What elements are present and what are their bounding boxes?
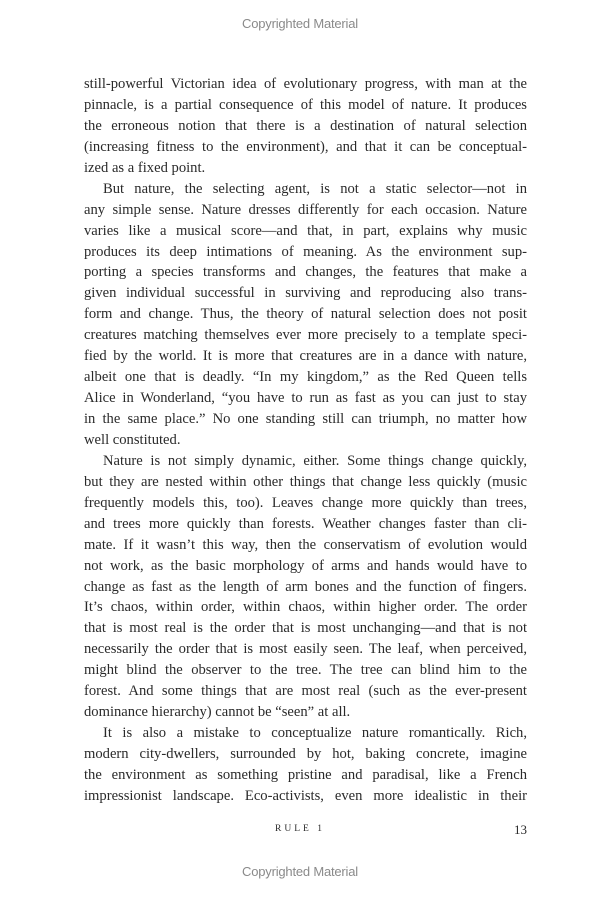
text-line: It’s chaos, within order, within chaos, within higher order. The order [84, 599, 527, 616]
text-line: It is also a mistake to conceptualize nature romantically. Rich, [103, 725, 527, 742]
text-line: any simple sense. Nature dresses differently for each occasion. Nature [84, 201, 527, 218]
text-line: dominance hierarchy) cannot be “seen” at all. [84, 704, 351, 721]
text-line: ized as a fixed point. [84, 159, 206, 176]
text-line: porting a species transforms and changes, the features that make a [84, 264, 527, 281]
text-line: produces its deep intimations of meaning. As the environment sup- [84, 243, 527, 260]
text-line: change as fast as the length of arm bones and the function of fingers. [84, 578, 527, 595]
paragraph [84, 74, 527, 179]
text-line: forest. And some things that are most real (such as the ever-present [84, 683, 527, 700]
text-line: pinnacle, is a partial consequence of this model of nature. It produces [84, 96, 527, 113]
running-footer: RULE 1 [275, 824, 325, 834]
page-number: 13 [514, 822, 527, 837]
page-body [84, 74, 527, 807]
text-line: still-powerful Victorian idea of evolutionary progress, with man at the [84, 76, 527, 92]
text-line: the erroneous notion that there is a destination of natural selection [84, 117, 527, 134]
text-line: necessarily the order that is most easily seen. The leaf, when perceived, [84, 641, 527, 658]
text-line: impressionist landscape. Eco-activists, even more idealistic in their [84, 787, 527, 804]
text-line: Alice in Wonderland, “you have to run as fast as you can just to stay [84, 390, 527, 407]
paragraph [84, 723, 527, 807]
text-line: well constituted. [84, 431, 181, 448]
text-line: albeit one that is deadly. “In my kingdom,” as the Red Queen tells [84, 369, 527, 386]
copyright-watermark-bottom: Copyrighted Material [242, 864, 358, 879]
paragraph [84, 451, 527, 723]
text-line: fied by the world. It is more that creatures are in a dance with nature, [84, 348, 527, 365]
text-line: form and change. Thus, the theory of natural selection does not posit [84, 306, 527, 323]
text-line: but they are nested within other things that change less quickly (music [84, 473, 527, 490]
text-line: might blind the observer to the tree. The tree can blind him to the [84, 662, 527, 679]
text-line: the environment as something pristine and paradisal, like a French [84, 766, 527, 783]
text-line: given individual successful in surviving and reproducing also trans- [84, 285, 527, 302]
text-line: frequently models this, too). Leaves change more quickly than trees, [84, 494, 527, 511]
text-line: modern city-dwellers, surrounded by hot, baking concrete, imagine [84, 746, 527, 762]
text-line: (increasing fitness to the environment), and that it can be conceptual- [84, 138, 527, 155]
text-line: and trees more quickly than forests. Weather changes faster than cli- [84, 515, 527, 532]
text-line: that is most real is the order that is most unchanging—and that is not [84, 620, 527, 637]
text-line: varies like a musical score—and that, in part, explains why music [84, 222, 527, 239]
text-line: not work, as the basic morphology of arms and hands would have to [84, 557, 527, 574]
text-line: mate. If it wasn’t this way, then the conservatism of evolution would [84, 536, 527, 553]
text-line: creatures matching themselves ever more precisely to a template speci- [84, 327, 527, 344]
paragraph [84, 179, 527, 451]
text-line: in the same place.” No one standing still can triumph, no matter how [84, 411, 527, 427]
text-line: Nature is not simply dynamic, either. Some things change quickly, [103, 452, 527, 469]
copyright-watermark-top: Copyrighted Material [242, 16, 358, 31]
text-line: But nature, the selecting agent, is not a static selector—not in [103, 180, 527, 197]
